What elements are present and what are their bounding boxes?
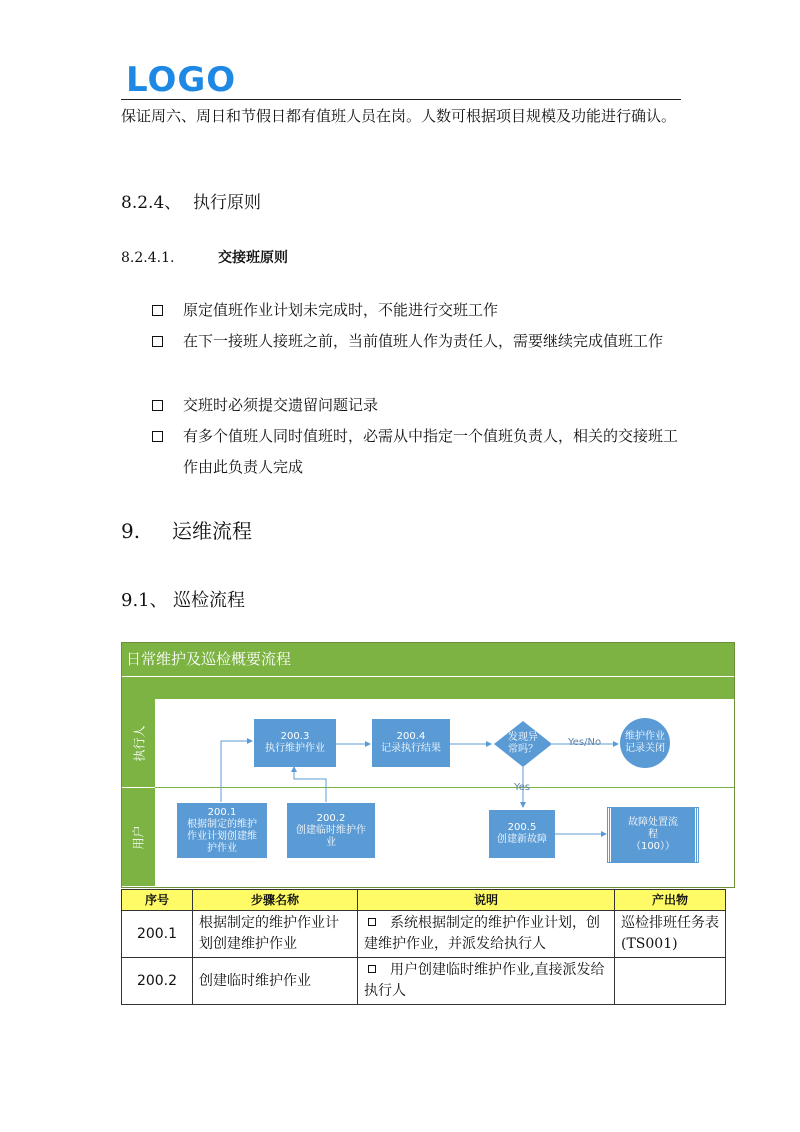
heading-9-1: [121, 585, 686, 617]
intro-paragraph: 保证周六、周日和节假日都有值班人员在岗。人数可根据项目规模及功能进行确认。: [121, 107, 677, 125]
bullet-text: 交班时必须提交遗留问题记录: [183, 396, 379, 414]
col-header: 说明: [358, 890, 615, 911]
cell-id: 200.2: [122, 958, 193, 1005]
heading-number: 8.2.4、: [121, 193, 182, 213]
heading-number: 8.2.4.1.: [121, 250, 175, 266]
node-text: 记录关闭: [625, 743, 665, 754]
heading-title: 交接班原则: [218, 250, 288, 266]
checkbox-bullet-icon: [152, 336, 163, 347]
node-record-close: [620, 718, 670, 768]
table-header-row: [122, 890, 726, 911]
node-text: 200.5: [507, 822, 537, 833]
node-200-2: [287, 803, 375, 858]
node-text: 业: [326, 836, 336, 848]
flowchart: [121, 642, 735, 888]
col-header: 序号: [122, 890, 193, 911]
arrow-2001-to-2003: [221, 741, 252, 802]
node-text: 作业计划创建维: [187, 830, 257, 842]
heading-number: 9.: [121, 519, 141, 543]
cell-name: 创建临时维护作业: [193, 958, 358, 1005]
bullet-item: [152, 326, 687, 357]
lane-label: 执行人: [132, 724, 147, 762]
node-text: 创建临时维护作: [296, 824, 366, 836]
square-bullet-icon: [368, 918, 376, 926]
node-text: 常吗？: [508, 744, 538, 755]
table-row: [122, 911, 726, 958]
node-text: 程: [648, 829, 658, 840]
step-table: [121, 889, 726, 1005]
node-text: 200.3: [280, 731, 310, 742]
logo: LOGO: [126, 60, 237, 100]
bullet-text: 有多个值班人同时值班时，必需从中指定一个值班负责人，相关的交接班工作由此负责人完成: [183, 427, 679, 476]
checkbox-bullet-icon: [152, 431, 163, 442]
cell-name: 根据制定的维护作业计划创建维护作业: [193, 911, 358, 958]
arrow-2002-to-2003: [294, 767, 326, 802]
edge-label-yes-no: Yes/No: [568, 737, 602, 748]
heading-9: [121, 515, 686, 547]
bullet-item: [152, 421, 687, 483]
cell-desc-text: 用户创建临时维护作业,直接派发给执行人: [364, 962, 605, 999]
heading-title: 运维流程: [172, 519, 252, 543]
node-text: 200.1: [207, 806, 237, 818]
bullet-text: 在下一接班人接班之前，当前值班人作为责任人，需要继续完成值班工作: [183, 332, 664, 350]
heading-number: 9.1、: [121, 590, 168, 611]
node-text: 维护作业: [625, 731, 665, 742]
bullet-item: [152, 390, 687, 421]
edge-label-yes: Yes: [514, 782, 531, 793]
decision-label: [496, 732, 550, 756]
node-text: 200.2: [316, 812, 346, 824]
cell-id: 200.1: [122, 911, 193, 958]
node-text: 护作业: [207, 842, 237, 854]
node-text: 故障处置流: [628, 817, 678, 828]
table-row: [122, 958, 726, 1005]
checkbox-bullet-icon: [152, 400, 163, 411]
node-fault-process: [608, 808, 698, 862]
node-200-1: [177, 803, 267, 858]
cell-desc: [358, 958, 615, 1005]
node-text: 执行维护作业: [265, 743, 325, 754]
heading-title: 执行原则: [193, 193, 261, 213]
cell-output: [615, 958, 726, 1005]
square-bullet-icon: [368, 965, 376, 973]
heading-8-2-4: [121, 187, 686, 219]
node-text: 发现异: [508, 732, 538, 743]
node-text: （100））: [630, 841, 676, 852]
bullet-text: 原定值班作业计划未完成时，不能进行交班工作: [183, 301, 499, 319]
node-text: 根据制定的维护: [187, 818, 257, 830]
checkbox-bullet-icon: [152, 305, 163, 316]
node-200-3: [254, 719, 336, 767]
node-text: 200.4: [396, 731, 426, 742]
cell-output: 巡检排班任务表(TS001): [615, 911, 726, 958]
cell-desc-text: 系统根据制定的维护作业计划，创建维护作业，并派发给执行人: [364, 915, 600, 952]
heading-8-2-4-1: [121, 242, 686, 274]
node-text: 创建新故障: [497, 834, 547, 845]
heading-title: 巡检流程: [173, 590, 245, 611]
bullet-item: [152, 295, 687, 326]
col-header: 步骤名称: [193, 890, 358, 911]
node-200-5: [489, 810, 555, 858]
lane-label: 用户: [131, 824, 146, 850]
node-200-4: [372, 719, 450, 767]
node-text: 记录执行结果: [381, 743, 441, 754]
flowchart-title: 日常维护及巡检概要流程: [122, 643, 734, 676]
cell-desc: [358, 911, 615, 958]
col-header: 产出物: [615, 890, 726, 911]
